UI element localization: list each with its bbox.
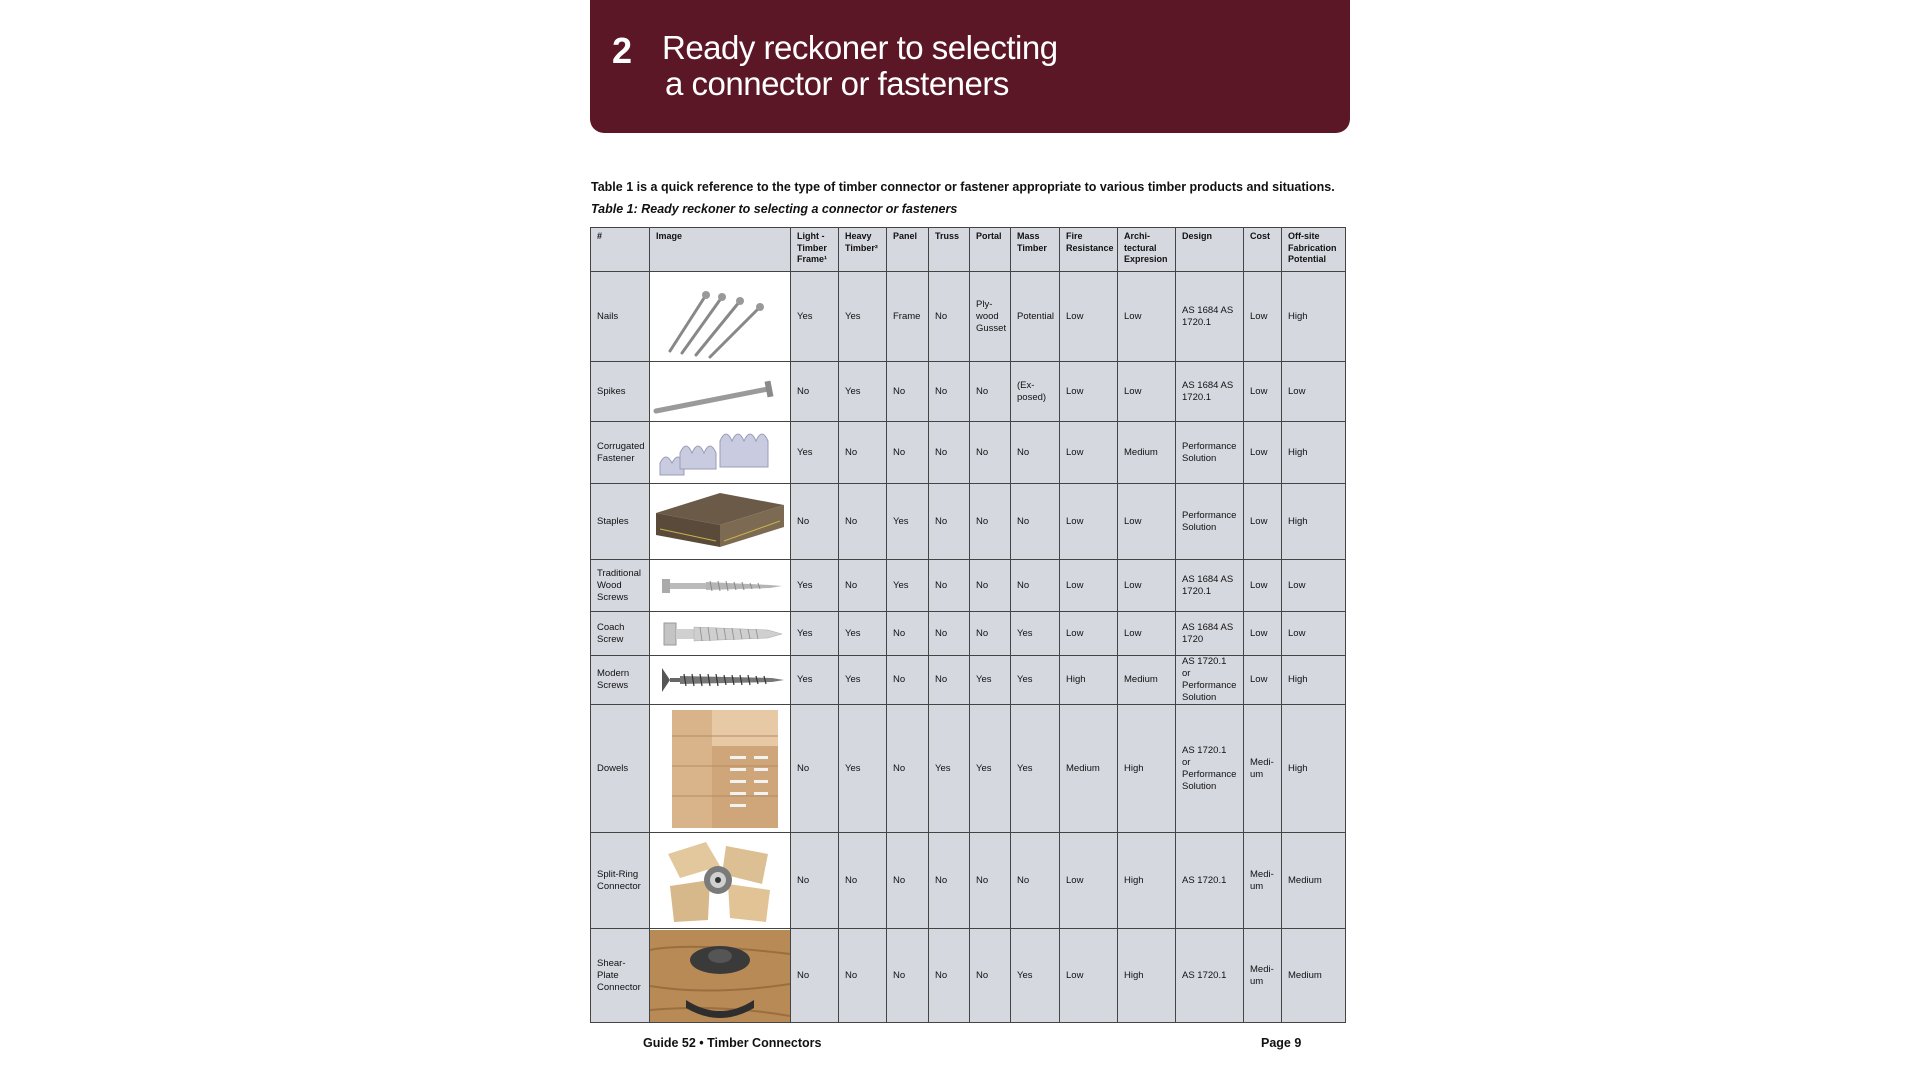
shear-plate-icon	[650, 930, 790, 1022]
staples-icon	[650, 485, 790, 559]
table-row	[591, 656, 1346, 705]
table-cell: High	[1282, 656, 1346, 705]
table-cell: Medi- um	[1244, 929, 1282, 1023]
table-cell: Low	[1118, 272, 1176, 362]
table-cell: Yes	[970, 705, 1011, 833]
table-cell: No	[929, 484, 970, 560]
table-cell: AS 1684 AS 1720	[1176, 612, 1244, 656]
table-cell: No	[887, 656, 929, 705]
fastener-image-cell	[650, 612, 791, 656]
table-cell: Low	[1282, 560, 1346, 612]
header-cell: Archi- tectural Expresion	[1118, 228, 1176, 272]
header-cell: Off-site Fabrication Potential	[1282, 228, 1346, 272]
table-cell: No	[887, 422, 929, 484]
table-cell: Yes	[1011, 656, 1060, 705]
table-cell: Medium	[1118, 422, 1176, 484]
table-cell: Medium	[1118, 656, 1176, 705]
table-cell: Yes	[791, 656, 839, 705]
fastener-image-cell	[650, 272, 791, 362]
table-cell: Yes	[1011, 929, 1060, 1023]
table-cell: No	[970, 929, 1011, 1023]
table-cell: No	[970, 484, 1011, 560]
table-cell: No	[791, 833, 839, 929]
table-cell: AS 1684 AS 1720.1	[1176, 560, 1244, 612]
table-cell: No	[929, 929, 970, 1023]
table-cell: No	[970, 560, 1011, 612]
table-cell: Low	[1244, 422, 1282, 484]
table-cell: No	[791, 362, 839, 422]
header-cell: Truss	[929, 228, 970, 272]
table-cell: Low	[1244, 272, 1282, 362]
footer-guide-title: Guide 52 • Timber Connectors	[643, 1036, 822, 1050]
table-cell: No	[1011, 833, 1060, 929]
fastener-name-cell: Dowels	[591, 705, 650, 833]
fastener-name-cell: Nails	[591, 272, 650, 362]
table-cell: Low	[1060, 929, 1118, 1023]
table-row	[591, 362, 1346, 422]
intro-paragraph: Table 1 is a quick reference to the type of timber connector or fastener appropriate to various timber products and situations.	[591, 180, 1335, 194]
table-cell: Yes	[1011, 705, 1060, 833]
table-cell: Low	[1244, 560, 1282, 612]
table-cell: Low	[1060, 484, 1118, 560]
table-cell: No	[929, 422, 970, 484]
table-cell: Low	[1282, 362, 1346, 422]
table-cell: Low	[1282, 612, 1346, 656]
table-cell: No	[970, 612, 1011, 656]
table-cell: Low	[1118, 362, 1176, 422]
fastener-name-cell: Corrugated Fastener	[591, 422, 650, 484]
fastener-name-cell: Traditional Wood Screws	[591, 560, 650, 612]
table-cell: AS 1684 AS 1720.1	[1176, 272, 1244, 362]
table-cell: No	[970, 362, 1011, 422]
header-cell: Mass Timber	[1011, 228, 1060, 272]
table-cell: Low	[1060, 362, 1118, 422]
table-cell: High	[1282, 484, 1346, 560]
header-cell: Cost	[1244, 228, 1282, 272]
table-cell: No	[929, 362, 970, 422]
table-cell: (Ex- posed)	[1011, 362, 1060, 422]
table-cell: No	[970, 422, 1011, 484]
table-caption: Table 1: Ready reckoner to selecting a connector or fasteners	[591, 202, 958, 216]
table-row	[591, 422, 1346, 484]
table-cell: Yes	[791, 272, 839, 362]
table-body	[591, 272, 1346, 1023]
table-cell: High	[1282, 705, 1346, 833]
table-cell: Medi- um	[1244, 833, 1282, 929]
table-cell: Ply- wood Gusset	[970, 272, 1011, 362]
split-ring-icon	[650, 834, 790, 928]
table-row	[591, 929, 1346, 1023]
fastener-image-cell	[650, 705, 791, 833]
fastener-image-cell	[650, 833, 791, 929]
section-title-line2: a connector or fasteners	[665, 65, 1009, 102]
table-cell: No	[929, 272, 970, 362]
table-cell: Yes	[839, 656, 887, 705]
table-cell: High	[1118, 929, 1176, 1023]
table-cell: No	[791, 929, 839, 1023]
table-cell: Medium	[1282, 929, 1346, 1023]
table-cell: High	[1118, 705, 1176, 833]
table-cell: No	[839, 929, 887, 1023]
table-cell: AS 1720.1 or Performance Solution	[1176, 705, 1244, 833]
table-cell: High	[1282, 272, 1346, 362]
table-cell: No	[1011, 560, 1060, 612]
table-cell: No	[970, 833, 1011, 929]
table-cell: Yes	[791, 612, 839, 656]
table-cell: Yes	[839, 705, 887, 833]
table-cell: Medium	[1282, 833, 1346, 929]
table-cell: Yes	[1011, 612, 1060, 656]
nails-icon	[650, 273, 790, 361]
table-cell: No	[929, 612, 970, 656]
section-title-line1: Ready reckoner to selecting	[662, 29, 1058, 66]
table-cell: No	[929, 833, 970, 929]
fastener-image-cell	[650, 560, 791, 612]
table-cell: Low	[1244, 362, 1282, 422]
fastener-name-cell: Modern Screws	[591, 656, 650, 705]
header-cell: Portal	[970, 228, 1011, 272]
table-cell: No	[791, 705, 839, 833]
table-cell: No	[929, 560, 970, 612]
table-cell: Low	[1060, 272, 1118, 362]
fastener-image-cell	[650, 484, 791, 560]
table-cell: Potential	[1011, 272, 1060, 362]
footer-page-number: Page 9	[1261, 1036, 1302, 1050]
table-row	[591, 705, 1346, 833]
header-cell: Image	[650, 228, 791, 272]
table-cell: High	[1060, 656, 1118, 705]
table-cell: Yes	[887, 560, 929, 612]
table-cell: Yes	[970, 656, 1011, 705]
table-cell: No	[1011, 422, 1060, 484]
fastener-name-cell: Shear- Plate Connector	[591, 929, 650, 1023]
table-cell: Low	[1118, 612, 1176, 656]
table-cell: Yes	[791, 422, 839, 484]
table-header-row	[591, 228, 1346, 272]
table-cell: No	[839, 422, 887, 484]
table-cell: AS 1720.1	[1176, 833, 1244, 929]
table-cell: No	[887, 362, 929, 422]
table-row	[591, 272, 1346, 362]
table-cell: Low	[1118, 560, 1176, 612]
fastener-image-cell	[650, 422, 791, 484]
fastener-name-cell: Staples	[591, 484, 650, 560]
fastener-image-cell	[650, 929, 791, 1023]
section-banner	[590, 0, 1350, 133]
table-cell: Performance Solution	[1176, 484, 1244, 560]
dowels-icon	[650, 706, 790, 832]
table-cell: AS 1684 AS 1720.1	[1176, 362, 1244, 422]
section-number: 2	[612, 30, 633, 71]
table-cell: Low	[1060, 560, 1118, 612]
section-title	[662, 30, 1058, 102]
table-cell: Low	[1244, 484, 1282, 560]
table-row	[591, 612, 1346, 656]
table-cell: Yes	[887, 484, 929, 560]
table-cell: High	[1282, 422, 1346, 484]
corrugated-fastener-icon	[650, 423, 790, 483]
table-cell: High	[1118, 833, 1176, 929]
header-cell: #	[591, 228, 650, 272]
table-cell: Yes	[839, 362, 887, 422]
table-cell: No	[791, 484, 839, 560]
table-cell: Low	[1060, 422, 1118, 484]
table-cell: No	[1011, 484, 1060, 560]
table-cell: Low	[1118, 484, 1176, 560]
table-cell: No	[887, 612, 929, 656]
table-cell: Yes	[839, 272, 887, 362]
table-cell: Yes	[839, 612, 887, 656]
table-cell: Low	[1060, 612, 1118, 656]
table-cell: AS 1720.1	[1176, 929, 1244, 1023]
wood-screw-icon	[650, 561, 790, 611]
table-cell: No	[839, 484, 887, 560]
table-cell: Frame	[887, 272, 929, 362]
table-cell: No	[887, 929, 929, 1023]
table-row	[591, 833, 1346, 929]
table-cell: Low	[1060, 833, 1118, 929]
table-cell: No	[887, 705, 929, 833]
header-cell: Light -Timber Frame¹	[791, 228, 839, 272]
table-cell: Low	[1244, 612, 1282, 656]
table-cell: Medi- um	[1244, 705, 1282, 833]
ready-reckoner-table	[590, 227, 1346, 1023]
table-cell: AS 1720.1 or Performance Solution	[1176, 656, 1244, 705]
table-cell: No	[887, 833, 929, 929]
table-cell: Low	[1244, 656, 1282, 705]
table-row	[591, 484, 1346, 560]
fastener-image-cell	[650, 362, 791, 422]
header-cell: Design	[1176, 228, 1244, 272]
header-cell: Heavy Timber²	[839, 228, 887, 272]
table-cell: No	[839, 560, 887, 612]
table-cell: Medium	[1060, 705, 1118, 833]
fastener-name-cell: Coach Screw	[591, 612, 650, 656]
spike-icon	[650, 363, 790, 421]
table-cell: Performance Solution	[1176, 422, 1244, 484]
header-cell: Fire Resistance	[1060, 228, 1118, 272]
table-cell: Yes	[791, 560, 839, 612]
table-cell: No	[929, 656, 970, 705]
header-cell: Panel	[887, 228, 929, 272]
fastener-name-cell: Spikes	[591, 362, 650, 422]
modern-screw-icon	[650, 658, 790, 702]
fastener-name-cell: Split-Ring Connector	[591, 833, 650, 929]
coach-screw-icon	[650, 613, 790, 655]
table-row	[591, 560, 1346, 612]
table-cell: Yes	[929, 705, 970, 833]
table-cell: No	[839, 833, 887, 929]
fastener-image-cell	[650, 656, 791, 705]
